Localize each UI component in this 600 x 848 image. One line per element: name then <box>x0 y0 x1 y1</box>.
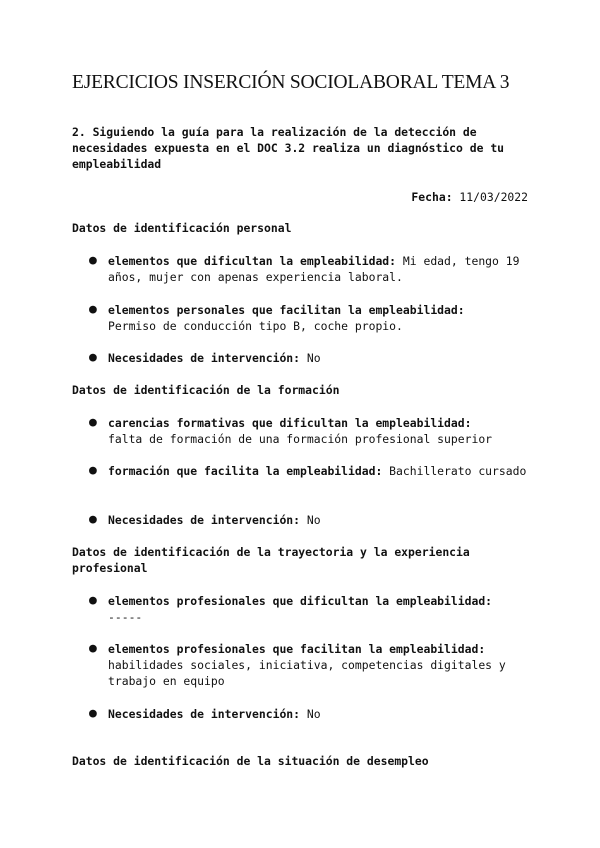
date-line <box>411 189 528 205</box>
bullet-icon: ● <box>89 463 97 478</box>
section-heading-personal: Datos de identificación personal <box>72 221 292 235</box>
bullet-icon: ● <box>89 350 97 365</box>
list-item <box>89 415 528 447</box>
bullet-icon: ● <box>89 706 97 721</box>
section-heading-trayectoria: Datos de identificación de la trayectoria y la experiencia profesional <box>72 545 470 575</box>
list-item <box>89 641 528 689</box>
question-text: 2. Siguiendo la guía para la realización de la detección de necesidades expuesta en el DOC 3.2 realiza un diagnóstico de tu empleabilidad <box>72 125 505 171</box>
item-label: elementos profesionales que facilitan la empleabilidad: <box>108 642 486 656</box>
date-value: 11/03/2022 <box>459 190 528 204</box>
item-value: habilidades sociales, iniciativa, competencias digitales y trabajo en equipo <box>108 658 506 688</box>
bullet-icon: ● <box>89 641 97 656</box>
item-label: elementos que dificultan la empleabilidad: <box>108 254 397 268</box>
item-value: No <box>306 351 321 365</box>
bullet-icon: ● <box>89 512 97 527</box>
item-value: No <box>306 707 321 721</box>
item-value: Permiso de conducción tipo B, coche propio. <box>108 319 403 333</box>
item-label: elementos personales que facilitan la empleabilidad: <box>108 303 465 317</box>
bullet-icon: ● <box>89 593 97 608</box>
list-item <box>89 706 528 722</box>
date-label: Fecha: <box>411 190 453 204</box>
item-label: elementos profesionales que dificultan la empleabilidad: <box>108 594 493 608</box>
section-heading-formacion: Datos de identificación de la formación <box>72 383 340 397</box>
item-value: ----- <box>108 610 143 624</box>
item-label: carencias formativas que dificultan la empleabilidad: <box>108 416 472 430</box>
list-item <box>89 463 528 479</box>
item-value: Bachillerato cursado <box>389 464 527 478</box>
list-item <box>89 302 528 334</box>
item-label: Necesidades de intervención: <box>108 707 301 721</box>
list-item <box>89 253 528 285</box>
list-item <box>89 593 528 625</box>
item-label: Necesidades de intervención: <box>108 513 301 527</box>
item-value: falta de formación de una formación profesional superior <box>108 432 493 446</box>
item-value: No <box>306 513 321 527</box>
item-label: Necesidades de intervención: <box>108 351 301 365</box>
document-title: EJERCICIOS INSERCIÓN SOCIOLABORAL TEMA 3 <box>72 72 510 93</box>
section-heading-desempleo: Datos de identificación de la situación de desempleo <box>72 754 429 768</box>
item-label: formación que facilita la empleabilidad: <box>108 464 383 478</box>
bullet-icon: ● <box>89 253 97 268</box>
list-item <box>89 350 528 366</box>
list-item <box>89 512 528 528</box>
bullet-icon: ● <box>89 302 97 317</box>
item-value: Mi edad, tengo 19 años, mujer con apenas experiencia laboral. <box>108 254 520 284</box>
bullet-icon: ● <box>89 415 97 430</box>
